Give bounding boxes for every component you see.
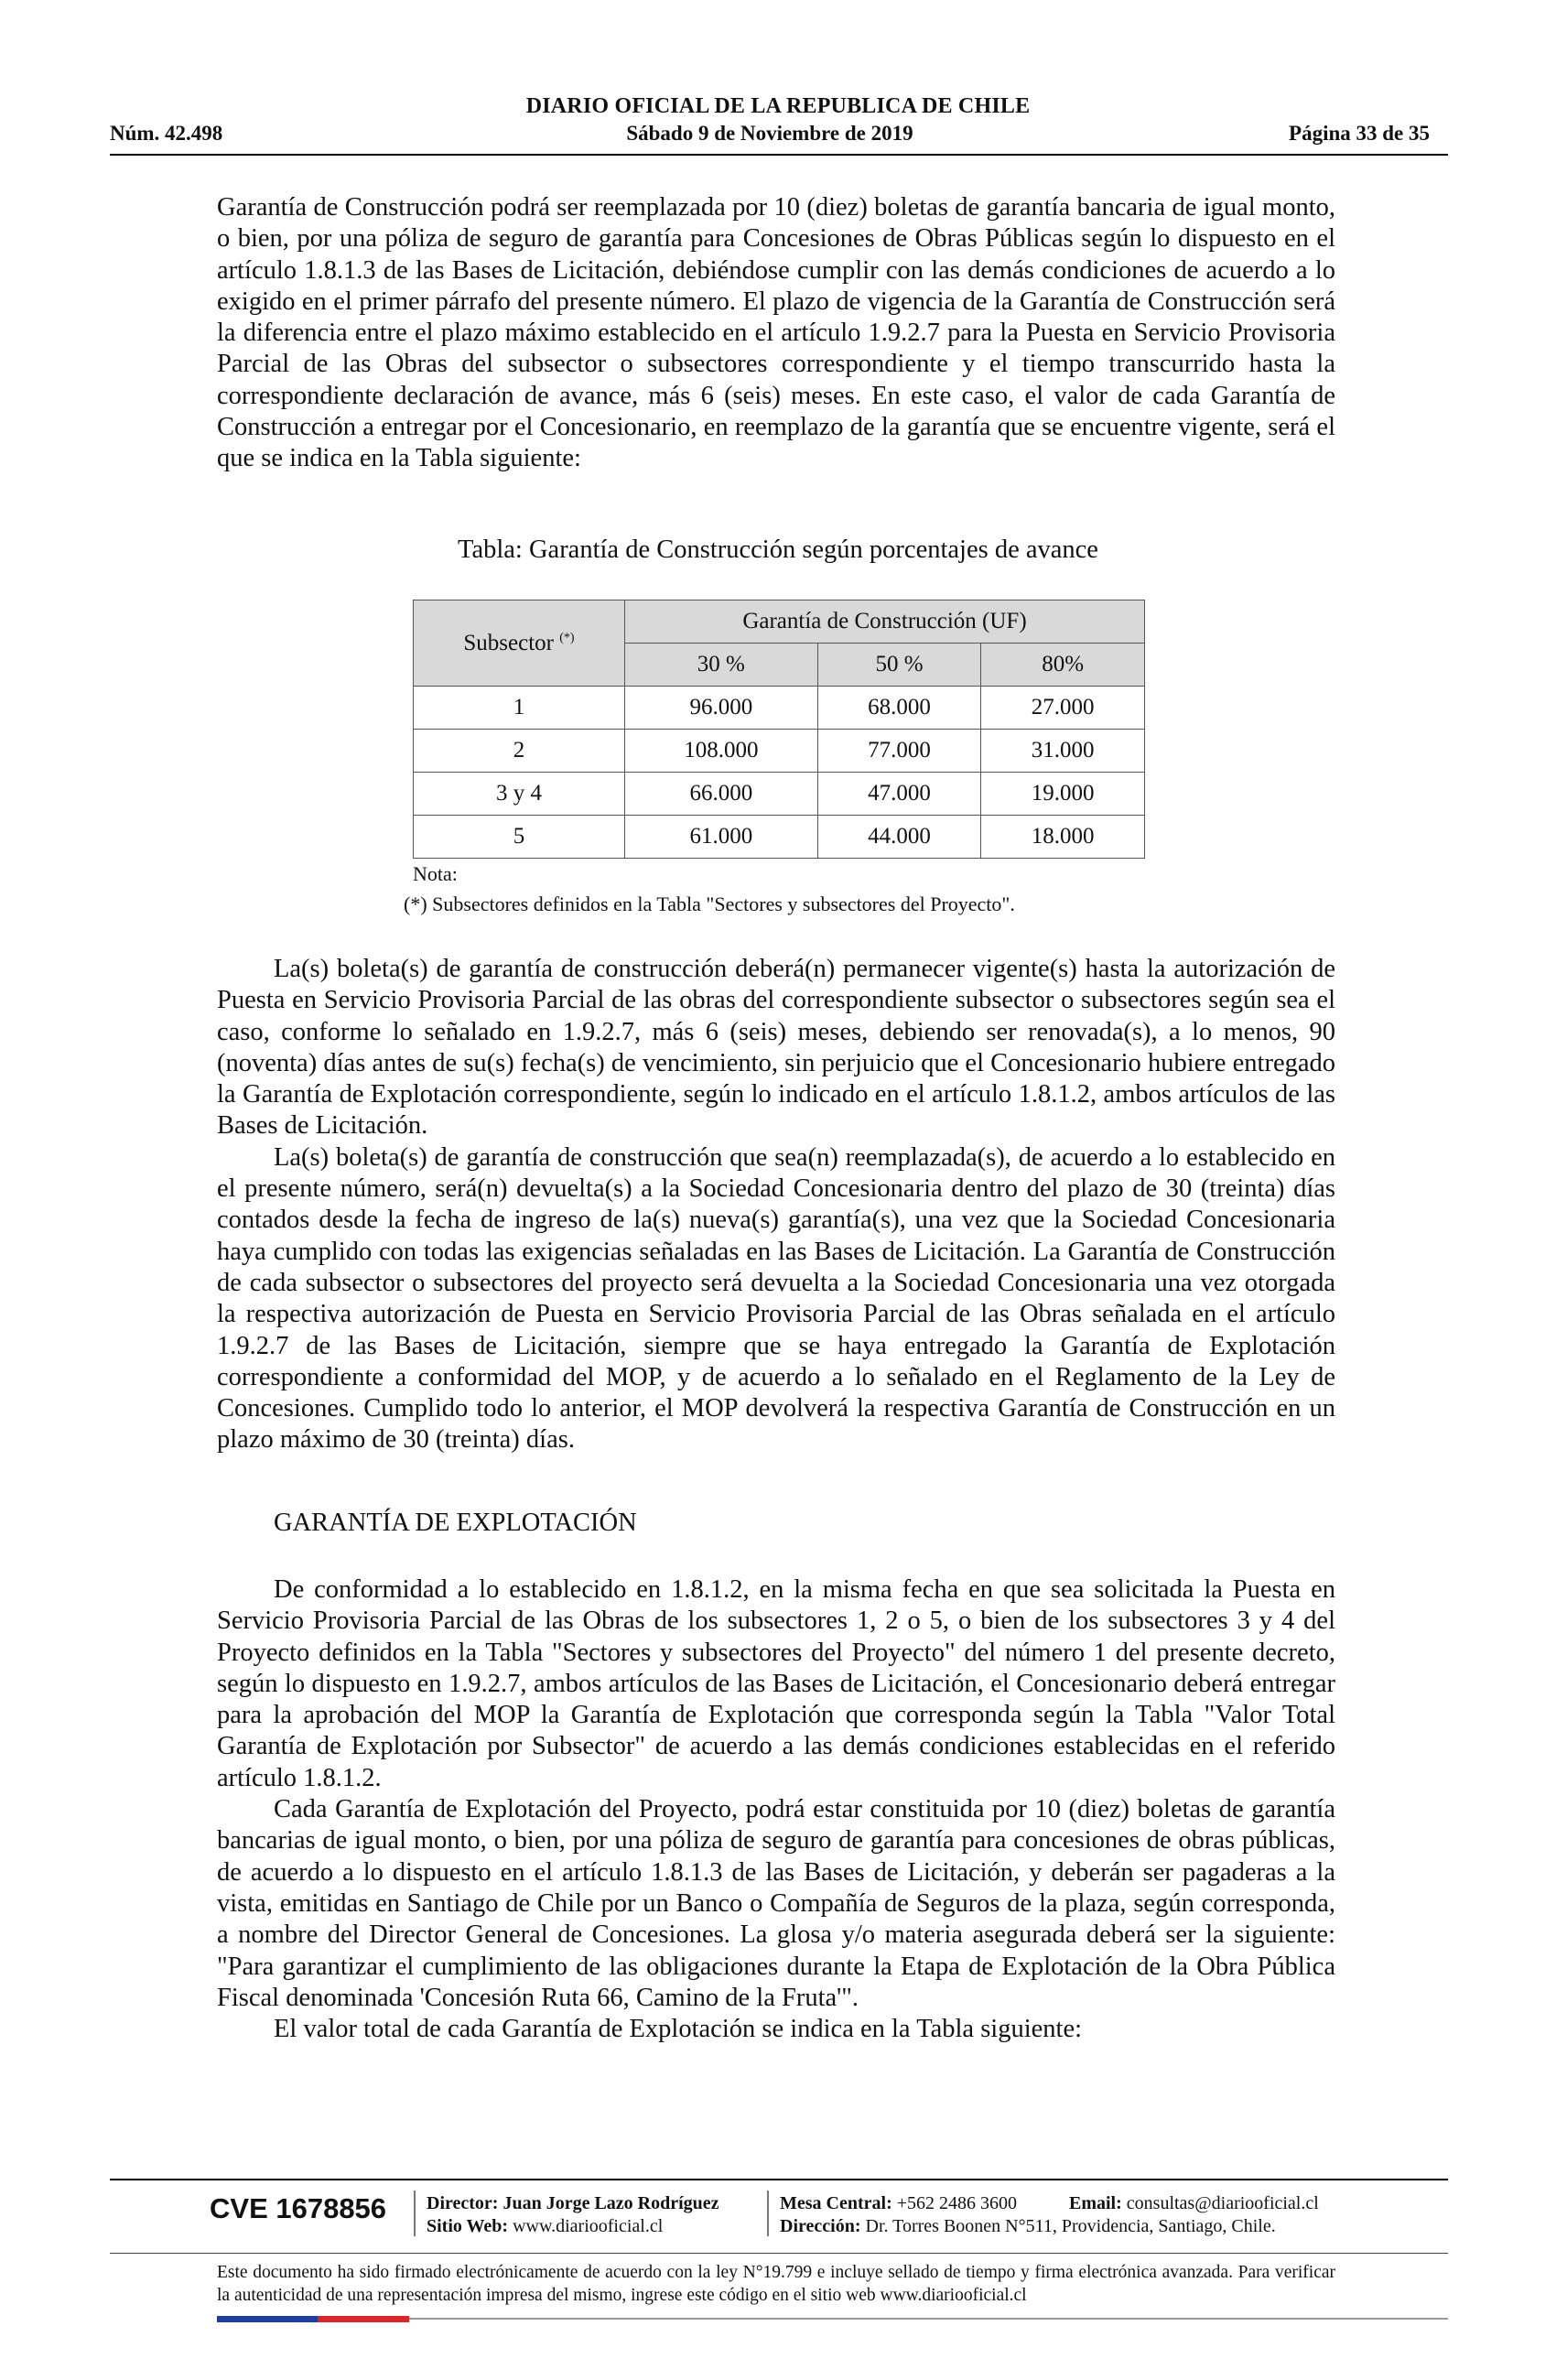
- table-header-row: [414, 600, 1145, 644]
- footer-director-block: [427, 2192, 719, 2238]
- body-block-2: [217, 954, 1335, 1456]
- column-header: 30 %: [625, 644, 818, 687]
- footer-divider: [110, 2179, 1448, 2180]
- paragraph: Cada Garantía de Explotación del Proyecto, podrá estar constituida por 10 (diez) boletas de garantía bancarias de igual monto, o bien, por una póliza de seguro de garantía para concesiones de obras públicas, de acuerdo a lo dispuesto en el artículo 1.8.1.3 de las Bases de Licitación, y deberán ser pagaderas a la vista, emitidas en Santiago de Chile por un Banco o Compañía de Seguros de la plaza, según corresponda, a nombre del Director General de Concesiones. La glosa y/o materia asegurada deberá ser la siguiente: "Para garantizar el cumplimiento de las obligaciones durante la Etapa de Explotación de la Obra Pública Fiscal denominada 'Concesión Ruta 66, Camino de la Fruta'".: [217, 1795, 1335, 2012]
- footer-separator: [414, 2191, 416, 2236]
- website-label: Sitio Web:: [427, 2216, 509, 2236]
- legal-notice: Este documento ha sido firmado electrónicamente de acuerdo con la ley N°19.799 e incluye sellado de tiempo y firma electrónica avanzada. Para verificar la autenticidad de una representación impresa del mismo, ingrese este código en el sitio web www.diariooficial.cl: [217, 2263, 1335, 2305]
- subsector-header: Subsector (*): [414, 600, 625, 687]
- phone-label: Mesa Central:: [780, 2193, 892, 2213]
- table-cell: 66.000: [625, 773, 818, 816]
- email-link[interactable]: consultas@diariooficial.cl: [1126, 2193, 1319, 2213]
- table-row: [414, 773, 1145, 816]
- table-cell: 31.000: [981, 730, 1145, 773]
- table-row: [414, 730, 1145, 773]
- body-block-3: [217, 1574, 1335, 2045]
- email-label: Email:: [1069, 2193, 1122, 2213]
- paragraph: La(s) boleta(s) de garantía de construcción deberá(n) permanecer vigente(s) hasta la autorización de Puesta en Servicio Provisoria Parcial de las obras del correspondiente subsector o subsectores según sea el caso, conforme lo señalado en 1.9.2.7, más 6 (seis) meses, debiendo ser renovada(s), a lo menos, 90 (noventa) días antes de su(s) fecha(s) de vencimiento, sin perjuicio que el Concesionario hubiere entregado la Garantía de Explotación correspondiente, según lo indicado en el artículo 1.8.1.2, ambos artículos de las Bases de Licitación.: [217, 955, 1335, 1141]
- table-row: [414, 687, 1145, 730]
- table-cell: 5: [414, 816, 625, 859]
- table-caption: Tabla: Garantía de Construcción según porcentajes de avance: [458, 536, 1098, 564]
- paragraph: Garantía de Construcción podrá ser reemplazada por 10 (diez) boletas de garantía bancaria de igual monto, o bien, por una póliza de seguro de garantía para Concesiones de Obras Públicas según lo dispuesto en el artículo 1.8.1.3 de las Bases de Licitación, debiéndose cumplir con las demás condiciones de acuerdo a lo exigido en el primer párrafo del presente número. El plazo de vigencia de la Garantía de Construcción será la diferencia entre el plazo máximo establecido en el artículo 1.9.2.7 para la Puesta en Servicio Provisoria Parcial de las Obras del subsector o subsectores correspondiente y el tiempo transcurrido hasta la correspondiente declaración de avance, más 6 (seis) meses. En este caso, el valor de cada Garantía de Construcción a entregar por el Concesionario, en reemplazo de la garantía que se encuentre vigente, será el que se indica en la Tabla siguiente:: [217, 193, 1335, 473]
- column-header: 80%: [981, 644, 1145, 687]
- table-cell: 47.000: [817, 773, 981, 816]
- construction-guarantee-table: [413, 600, 1145, 859]
- page-number: Página 33 de 35: [1289, 122, 1430, 145]
- table-cell: 68.000: [817, 687, 981, 730]
- phone-number: +562 2486 3600: [896, 2193, 1018, 2213]
- footer-divider: [110, 2253, 1448, 2254]
- section-title: GARANTÍA DE EXPLOTACIÓN: [274, 1509, 637, 1537]
- table-note-text: (*) Subsectores definidos en la Tabla "Sectores y subsectores del Proyecto".: [404, 892, 1015, 915]
- issue-number: Núm. 42.498: [110, 122, 223, 145]
- column-header: 50 %: [817, 644, 981, 687]
- flag-stripe-blue: [217, 2316, 318, 2322]
- paragraph: La(s) boleta(s) de garantía de construcción que sea(n) reemplazada(s), de acuerdo a lo establecido en el presente número, será(n) devuelta(s) a la Sociedad Concesionaria dentro del plazo de 30 (treinta) días contados desde la fecha de ingreso de la(s) nueva(s) garantía(s), una vez que la Sociedad Concesionaria haya cumplido con todas las exigencias señaladas en las Bases de Licitación. La Garantía de Construcción de cada subsector o subsectores del proyecto será devuelta a la Sociedad Concesionaria una vez otorgada la respectiva autorización de Puesta en Servicio Provisoria Parcial de las Obras señalada en el artículo 1.9.2.7 de las Bases de Licitación, siempre que se haya entregado la Garantía de Explotación correspondiente a conformidad del MOP, y de acuerdo a lo señalado en el Reglamento de la Ley de Concesiones. Cumplido todo lo anterior, el MOP devolverá la respectiva Garantía de Construcción en un plazo máximo de 30 (treinta) días.: [217, 1142, 1335, 1455]
- paragraph: El valor total de cada Garantía de Explotación se indica en la Tabla siguiente:: [274, 2015, 1083, 2044]
- table-cell: 1: [414, 687, 625, 730]
- table-cell: 108.000: [625, 730, 818, 773]
- body-block-1: [217, 192, 1335, 475]
- footer-email-block: [1069, 2192, 1319, 2215]
- table-cell: 77.000: [817, 730, 981, 773]
- director-label: Director:: [427, 2193, 499, 2213]
- cve-code: CVE 1678856: [210, 2192, 387, 2224]
- header-divider: [110, 154, 1448, 156]
- website-link[interactable]: www.diariooficial.cl: [513, 2216, 664, 2236]
- flag-stripe-red: [318, 2316, 409, 2322]
- table-cell: 27.000: [981, 687, 1145, 730]
- footer-bottom-line: [409, 2318, 1448, 2320]
- table-cell: 19.000: [981, 773, 1145, 816]
- newspaper-title: DIARIO OFICIAL DE LA REPUBLICA DE CHILE: [525, 94, 1031, 118]
- table-cell: 18.000: [981, 816, 1145, 859]
- group-header: Garantía de Construcción (UF): [625, 600, 1145, 644]
- table-cell: 96.000: [625, 687, 818, 730]
- table-cell: 2: [414, 730, 625, 773]
- table-cell: 61.000: [625, 816, 818, 859]
- address-value: Dr. Torres Boonen N°511, Providencia, Santiago, Chile.: [865, 2216, 1276, 2236]
- paragraph: De conformidad a lo establecido en 1.8.1.2, en la misma fecha en que sea solicitada la Puesta en Servicio Provisoria Parcial de las Obras de los subsectores 1, 2 o 5, o bien de los subsectores 3 y 4 del Proyecto definidos en la Tabla "Sectores y subsectores del Proyecto" del número 1 del presente decreto, según lo dispuesto en 1.9.2.7, ambos artículos de las Bases de Licitación, el Concesionario deberá entregar para la aprobación del MOP la Garantía de Explotación que corresponda según la Tabla "Valor Total Garantía de Explotación por Subsector" de acuerdo a las demás condiciones establecidas en el referido artículo 1.8.1.2.: [217, 1575, 1335, 1792]
- footer-separator: [767, 2191, 769, 2236]
- table-cell: 44.000: [817, 816, 981, 859]
- table-note-label: Nota:: [413, 862, 458, 885]
- director-name: Juan Jorge Lazo Rodríguez: [502, 2193, 719, 2213]
- header-row: [110, 122, 1430, 149]
- table-row: [414, 816, 1145, 859]
- address-label: Dirección:: [780, 2216, 861, 2236]
- table-cell: 3 y 4: [414, 773, 625, 816]
- footnote-mark: (*): [559, 631, 575, 645]
- issue-date: Sábado 9 de Noviembre de 2019: [626, 122, 913, 145]
